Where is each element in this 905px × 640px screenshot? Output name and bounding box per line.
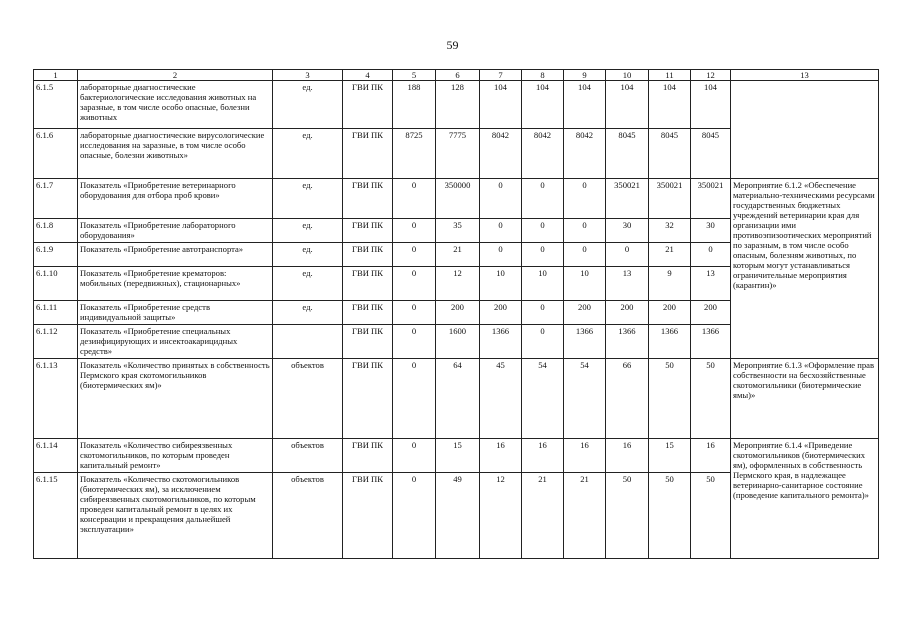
value-cell: 0: [393, 219, 436, 243]
value-cell: 16: [480, 439, 522, 473]
row-id: 6.1.11: [34, 301, 78, 325]
value-cell: 1600: [436, 325, 480, 359]
indicator-name: Показатель «Приобретение лабораторного оборудования»: [78, 219, 273, 243]
value-cell: 350021: [691, 179, 731, 219]
value-cell: 200: [606, 301, 649, 325]
unit-cell: ед.: [273, 179, 343, 219]
value-cell: 45: [480, 359, 522, 439]
value-cell: 9: [649, 267, 691, 301]
value-cell: 0: [393, 325, 436, 359]
value-cell: 104: [691, 81, 731, 129]
value-cell: 66: [606, 359, 649, 439]
unit-cell: объектов: [273, 359, 343, 439]
value-cell: 49: [436, 473, 480, 559]
value-cell: 0: [480, 219, 522, 243]
responsible-cell: ГВИ ПК: [343, 439, 393, 473]
value-cell: 13: [606, 267, 649, 301]
unit-cell: ед.: [273, 219, 343, 243]
value-cell: 1366: [480, 325, 522, 359]
header-row: [34, 70, 879, 81]
value-cell: 12: [436, 267, 480, 301]
unit-cell: объектов: [273, 439, 343, 473]
value-cell: 104: [480, 81, 522, 129]
indicator-name: Показатель «Приобретение крематоров: мобильных (передвижных), стационарных»: [78, 267, 273, 301]
value-cell: 15: [649, 439, 691, 473]
value-cell: 21: [649, 243, 691, 267]
responsible-cell: ГВИ ПК: [343, 81, 393, 129]
value-cell: 1366: [606, 325, 649, 359]
value-cell: 1366: [649, 325, 691, 359]
value-cell: 16: [522, 439, 564, 473]
row-id: 6.1.12: [34, 325, 78, 359]
value-cell: 21: [522, 473, 564, 559]
table-row: [34, 359, 879, 439]
value-cell: 8042: [480, 129, 522, 179]
value-cell: 64: [436, 359, 480, 439]
indicator-name: лабораторные диагностические бактериологические исследования животных на заразные, в том числе особо опасные, болезни животных: [78, 81, 273, 129]
indicator-name: лабораторные диагностические вирусологические исследования на заразные, в том числе особо опасные, болезни животных»: [78, 129, 273, 179]
indicator-name: Показатель «Количество сибиреязвенных скотомогильников, по которым проведен капитальный ремонт»: [78, 439, 273, 473]
measure-note: Мероприятие 6.1.3 «Оформление прав собственности на бесхозяйственные скотомогильники (биотермические ямы)»: [731, 359, 879, 439]
value-cell: 8725: [393, 129, 436, 179]
value-cell: 128: [436, 81, 480, 129]
unit-cell: объектов: [273, 473, 343, 559]
indicator-name: Показатель «Приобретение ветеринарного оборудования для отбора проб крови»: [78, 179, 273, 219]
col-header: 8: [522, 70, 564, 81]
value-cell: 21: [564, 473, 606, 559]
value-cell: 0: [393, 179, 436, 219]
value-cell: 21: [436, 243, 480, 267]
col-header: 10: [606, 70, 649, 81]
value-cell: 1366: [691, 325, 731, 359]
value-cell: 200: [480, 301, 522, 325]
responsible-cell: ГВИ ПК: [343, 359, 393, 439]
responsible-cell: ГВИ ПК: [343, 129, 393, 179]
value-cell: 200: [436, 301, 480, 325]
value-cell: 188: [393, 81, 436, 129]
responsible-cell: ГВИ ПК: [343, 325, 393, 359]
table-row: [34, 439, 879, 473]
value-cell: 0: [522, 179, 564, 219]
col-header: 13: [731, 70, 879, 81]
col-header: 1: [34, 70, 78, 81]
responsible-cell: ГВИ ПК: [343, 301, 393, 325]
unit-cell: ед.: [273, 267, 343, 301]
value-cell: 35: [436, 219, 480, 243]
value-cell: 54: [522, 359, 564, 439]
value-cell: 104: [564, 81, 606, 129]
value-cell: 0: [564, 219, 606, 243]
col-header: 5: [393, 70, 436, 81]
indicator-name: Показатель «Приобретение автотранспорта»: [78, 243, 273, 267]
col-header: 3: [273, 70, 343, 81]
row-id: 6.1.10: [34, 267, 78, 301]
value-cell: 0: [691, 243, 731, 267]
value-cell: 0: [522, 243, 564, 267]
unit-cell: ед.: [273, 301, 343, 325]
table-row: [34, 81, 879, 129]
value-cell: 200: [649, 301, 691, 325]
col-header: 12: [691, 70, 731, 81]
value-cell: 0: [564, 179, 606, 219]
empty-note-cell: [731, 81, 879, 179]
value-cell: 16: [691, 439, 731, 473]
value-cell: 0: [393, 243, 436, 267]
row-id: 6.1.5: [34, 81, 78, 129]
value-cell: 50: [649, 359, 691, 439]
value-cell: 0: [522, 301, 564, 325]
indicator-name: Показатель «Приобретение специальных дезинфицирующих и инсектоакарицидных средств»: [78, 325, 273, 359]
value-cell: 0: [393, 439, 436, 473]
value-cell: 10: [480, 267, 522, 301]
value-cell: 104: [649, 81, 691, 129]
row-id: 6.1.13: [34, 359, 78, 439]
value-cell: 0: [480, 243, 522, 267]
value-cell: 8045: [649, 129, 691, 179]
value-cell: 104: [522, 81, 564, 129]
value-cell: 30: [606, 219, 649, 243]
indicator-name: Показатель «Приобретение средств индивидуальной защиты»: [78, 301, 273, 325]
value-cell: 0: [393, 301, 436, 325]
row-id: 6.1.6: [34, 129, 78, 179]
col-header: 6: [436, 70, 480, 81]
value-cell: 50: [649, 473, 691, 559]
measure-note: Мероприятие 6.1.4 «Приведение скотомогильников (биотермических ям), оформленных в собственность Пермского края, в надлежащее ветеринарно-санитарное состояние (проведение капитального ремонта)»: [731, 439, 879, 559]
value-cell: 16: [564, 439, 606, 473]
value-cell: 0: [480, 179, 522, 219]
col-header: 9: [564, 70, 606, 81]
value-cell: 104: [606, 81, 649, 129]
value-cell: 13: [691, 267, 731, 301]
value-cell: 0: [564, 243, 606, 267]
col-header: 7: [480, 70, 522, 81]
value-cell: 1366: [564, 325, 606, 359]
responsible-cell: ГВИ ПК: [343, 179, 393, 219]
value-cell: 50: [606, 473, 649, 559]
value-cell: 54: [564, 359, 606, 439]
value-cell: 30: [691, 219, 731, 243]
unit-cell: ед.: [273, 243, 343, 267]
responsible-cell: ГВИ ПК: [343, 473, 393, 559]
value-cell: 350021: [606, 179, 649, 219]
value-cell: 10: [564, 267, 606, 301]
value-cell: 7775: [436, 129, 480, 179]
row-id: 6.1.8: [34, 219, 78, 243]
page-number: 59: [446, 38, 459, 52]
value-cell: 10: [522, 267, 564, 301]
value-cell: 0: [393, 473, 436, 559]
value-cell: 0: [606, 243, 649, 267]
unit-cell: ед.: [273, 129, 343, 179]
value-cell: 8042: [522, 129, 564, 179]
row-id: 6.1.15: [34, 473, 78, 559]
row-id: 6.1.7: [34, 179, 78, 219]
value-cell: 8045: [691, 129, 731, 179]
value-cell: 0: [393, 359, 436, 439]
responsible-cell: ГВИ ПК: [343, 243, 393, 267]
measure-note: Мероприятие 6.1.2 «Обеспечение материально-техническими ресурсами государственных бюджетных учреждений ветеринарии края для организации ими противоэпизоотических мероприятий по заразным, в том числе особо опасным, болезням животных, по которым могут устанавливаться ограничительные мероприятия (карантин)»: [731, 179, 879, 359]
indicator-name: Показатель «Количество скотомогильников (биотермических ям), за исключением сибиреязвенных скотомогильников, по которым проведен капитальный ремонт в целях их консервации и прекращения дальнейшей эксплуатации»: [78, 473, 273, 559]
col-header: 11: [649, 70, 691, 81]
value-cell: 0: [522, 219, 564, 243]
indicator-name: Показатель «Количество принятых в собственность Пермского края скотомогильников (биотермических ям)»: [78, 359, 273, 439]
row-id: 6.1.14: [34, 439, 78, 473]
table-row: [34, 179, 879, 219]
value-cell: 0: [522, 325, 564, 359]
row-id: 6.1.9: [34, 243, 78, 267]
value-cell: 8042: [564, 129, 606, 179]
col-header: 2: [78, 70, 273, 81]
value-cell: 50: [691, 359, 731, 439]
responsible-cell: ГВИ ПК: [343, 219, 393, 243]
indicator-table: [33, 69, 879, 559]
unit-cell: [273, 325, 343, 359]
unit-cell: ед.: [273, 81, 343, 129]
value-cell: 200: [691, 301, 731, 325]
value-cell: 12: [480, 473, 522, 559]
value-cell: 50: [691, 473, 731, 559]
col-header: 4: [343, 70, 393, 81]
value-cell: 8045: [606, 129, 649, 179]
value-cell: 200: [564, 301, 606, 325]
value-cell: 350021: [649, 179, 691, 219]
value-cell: 0: [393, 267, 436, 301]
value-cell: 16: [606, 439, 649, 473]
value-cell: 350000: [436, 179, 480, 219]
responsible-cell: ГВИ ПК: [343, 267, 393, 301]
value-cell: 32: [649, 219, 691, 243]
value-cell: 15: [436, 439, 480, 473]
